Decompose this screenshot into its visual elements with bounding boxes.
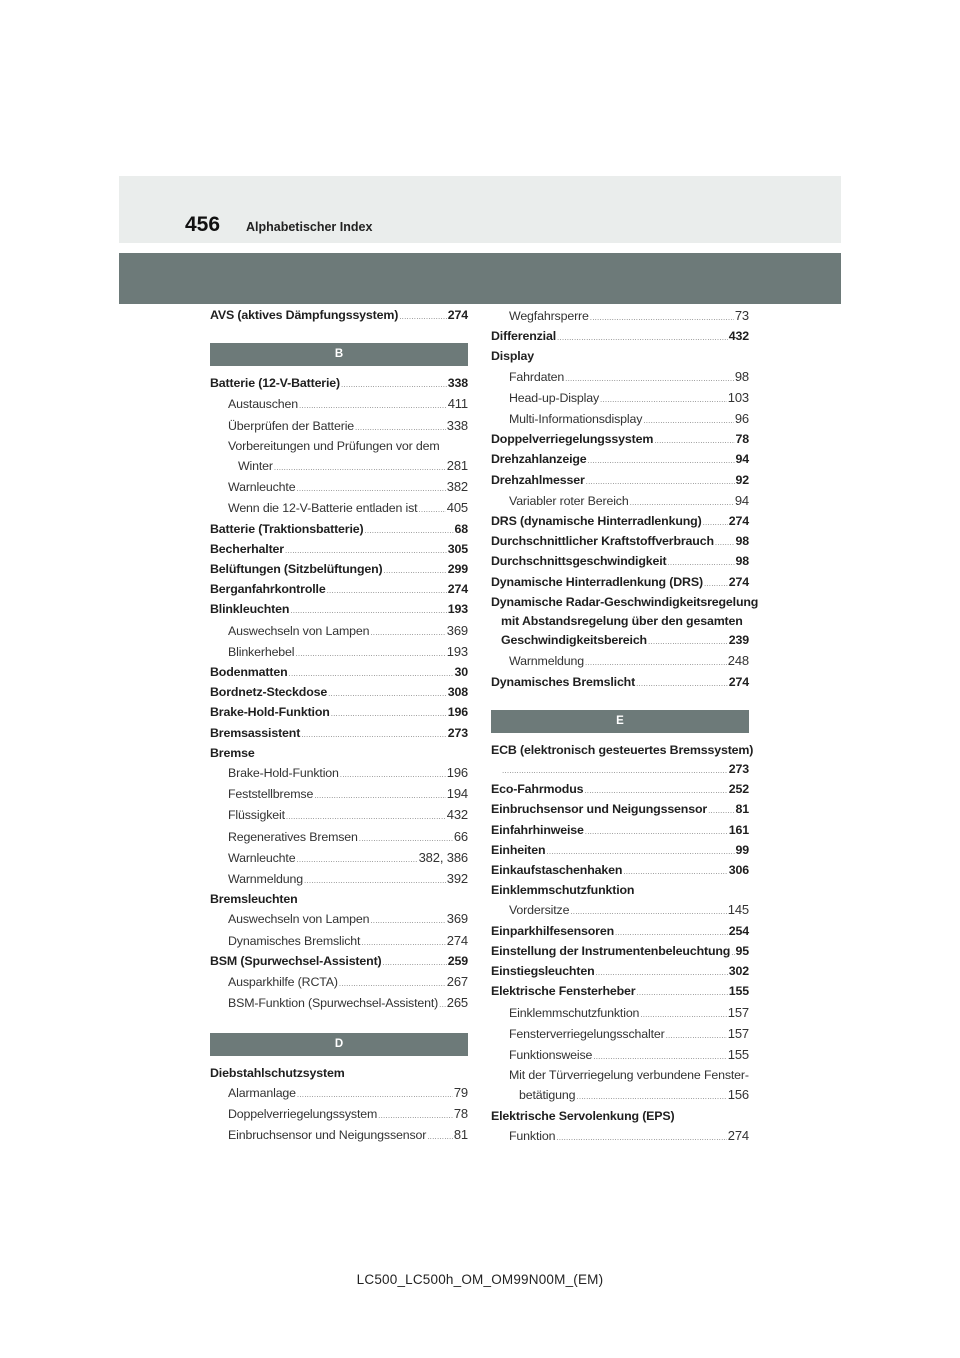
leader-dots (361, 933, 445, 952)
index-entry-text: Einstellung der Instrumentenbeleuchtung (491, 943, 731, 958)
index-entry-page: 78 (453, 1105, 468, 1121)
document-code: LC500_LC500h_OM_OM99N00M_(EM) (356, 1272, 604, 1287)
index-entry-text: Austauschen (228, 397, 298, 412)
index-entry-text: Einparkhilfesensoren (491, 923, 615, 938)
index-entry-text: Funktionsweise (509, 1047, 593, 1062)
leader-dots (546, 842, 734, 861)
index-entry-text: Fahrdaten (509, 369, 565, 384)
index-entry-page: 274 (447, 582, 468, 597)
leader-dots (331, 704, 447, 723)
index-entry-text: Geschwindigkeitsbereich (501, 633, 647, 648)
index-entry-page: 95 (735, 943, 749, 958)
index-entry-page: 267 (446, 974, 468, 990)
leader-dots (570, 902, 726, 921)
index-group-a-end (210, 306, 468, 326)
index-entry-text: Auswechseln von Lampen (228, 912, 370, 927)
leader-dots (600, 390, 727, 409)
leader-dots (383, 953, 447, 972)
leader-dots (299, 396, 447, 415)
index-entry (491, 982, 749, 1002)
index-entry-text: Dynamisches Bremslicht (228, 933, 361, 948)
index-entry-page: 273 (728, 762, 749, 777)
leader-dots (295, 644, 445, 663)
index-entry-page: 369 (446, 911, 468, 927)
header-band (119, 176, 841, 243)
chapter-band (119, 253, 841, 304)
index-entry-page: 273 (447, 725, 468, 740)
leader-dots (341, 375, 447, 394)
index-entry (491, 573, 749, 593)
leader-dots (615, 923, 728, 942)
leader-dots (636, 983, 727, 1002)
index-entry (210, 560, 468, 580)
index-entry-page: 274 (728, 674, 749, 689)
leader-dots (588, 451, 735, 470)
index-entry (210, 374, 468, 394)
index-entry (210, 477, 468, 498)
index-entry (210, 703, 468, 723)
index-entry-page: 99 (735, 842, 749, 857)
index-entry-page: 96 (734, 411, 749, 427)
index-entry-text: Einfahrhinweise (491, 822, 584, 837)
index-entry-text: Ausparkhilfe (RCTA) (228, 975, 338, 990)
index-entry-page: 405 (446, 500, 468, 516)
index-entry-text: Einstiegsleuchten (491, 964, 595, 979)
leader-dots (301, 725, 447, 744)
index-entry (210, 848, 468, 869)
index-entry-text: Display (491, 349, 535, 364)
index-entry-text: Mit der Türverriegelung verbundene Fenster- (509, 1068, 749, 1083)
leader-dots (585, 653, 727, 672)
index-entry-page: 98 (735, 534, 749, 549)
leader-dots (593, 1047, 726, 1066)
index-entry-page: 411 (447, 396, 468, 412)
index-entry-text: Einheiten (491, 842, 546, 857)
index-entry-page: 92 (735, 472, 749, 487)
index-entry-page: 94 (734, 492, 749, 508)
index-entry-text: Bodenmatten (210, 665, 288, 680)
index-entry-page: 274 (447, 308, 468, 322)
index-entry (210, 540, 468, 560)
index-entry (491, 367, 749, 388)
leader-dots (636, 674, 728, 693)
leader-dots (439, 995, 446, 1014)
index-group-d-continued (491, 306, 759, 693)
leader-dots (355, 418, 446, 437)
leader-dots (704, 574, 728, 593)
index-entry-page: 338 (446, 417, 468, 433)
index-entry-text: Belüftungen (Sitzbelüftungen) (210, 562, 383, 577)
index-entry-text: Drehzahlanzeige (491, 452, 587, 467)
leader-dots (565, 369, 734, 388)
index-entry-page: 254 (728, 923, 749, 938)
index-entry-text: Dynamische Radar-Geschwindigkeitsregelung (491, 594, 759, 609)
letter-heading-e: E (491, 710, 749, 733)
index-entry-text: Einkaufstaschenhaken (491, 863, 623, 878)
index-entry (491, 760, 749, 780)
index-entry (210, 520, 468, 540)
leader-dots (370, 911, 445, 930)
index-entry (491, 552, 749, 572)
index-entry (491, 612, 749, 631)
index-group-b (210, 374, 468, 1014)
index-entry (210, 869, 468, 890)
index-entry-page: 155 (728, 984, 749, 999)
index-entry-text: Drehzahlmesser (491, 472, 585, 487)
index-entry (491, 593, 759, 612)
leader-dots (654, 431, 734, 450)
index-entry-page: 103 (727, 389, 749, 405)
leader-dots (668, 553, 735, 572)
index-entry (210, 763, 468, 784)
index-entry-text: Diebstahlschutzsystem (210, 1065, 345, 1080)
index-entry-page: 81 (735, 802, 749, 817)
index-entry (491, 532, 749, 552)
index-group-d (210, 1064, 468, 1147)
index-entry-text: Elektrische Fensterheber (491, 984, 636, 999)
leader-dots (314, 786, 446, 805)
index-entry-text: Bordnetz-Steckdose (210, 685, 328, 700)
index-entry (210, 931, 468, 952)
index-entry-text: Berganfahrkontrolle (210, 582, 326, 597)
index-entry-text: BSM (Spurwechsel-Assistent) (210, 953, 382, 968)
leader-dots (328, 684, 447, 703)
leader-dots (731, 943, 734, 962)
index-entry-page: 156 (727, 1087, 749, 1103)
index-entry-page: 382, 386 (418, 849, 468, 865)
leader-dots (327, 581, 447, 600)
index-entry-text: Bremsleuchten (210, 892, 298, 907)
index-entry-page: 252 (728, 782, 749, 797)
index-entry (491, 922, 749, 942)
index-entry (210, 784, 468, 805)
index-entry-text: Flüssigkeit (228, 808, 285, 823)
index-entry (491, 388, 749, 409)
leader-dots (427, 1127, 453, 1146)
index-entry-page: 66 (453, 828, 468, 844)
index-entry-text: Brake-Hold-Funktion (228, 766, 339, 781)
index-entry-text: Vorbereitungen und Prüfungen vor dem (228, 438, 440, 453)
index-entry (210, 642, 468, 663)
index-entry-page: 98 (735, 554, 749, 569)
index-entry-page: 98 (734, 368, 749, 384)
index-entry-text: Bremsassistent (210, 725, 301, 740)
index-entry-page: 155 (727, 1046, 749, 1062)
index-entry-text: Durchschnittsgeschwindigkeit (491, 554, 667, 569)
index-entry (210, 456, 468, 477)
leader-dots (359, 829, 453, 848)
index-entry (210, 1125, 468, 1146)
index-column-left (210, 306, 468, 1146)
leader-dots (304, 871, 446, 890)
index-entry-page: 73 (734, 308, 749, 323)
index-entry-text: Differenzial (491, 329, 556, 344)
index-entry-text: Blinkerhebel (228, 644, 295, 659)
index-entry (491, 962, 749, 982)
index-entry (210, 394, 468, 415)
index-entry-page: 274 (446, 932, 468, 948)
index-entry-text: Einbruchsensor und Neigungssensor (491, 802, 708, 817)
index-entry-page: 79 (453, 1084, 468, 1100)
leader-dots (384, 561, 447, 580)
index-entry-text: Winter (238, 459, 273, 474)
leader-dots (286, 807, 446, 826)
index-entry-text: Brake-Hold-Funktion (210, 705, 330, 720)
index-entry-page: 78 (735, 432, 749, 447)
index-entry-text: Head-up-Display (509, 390, 600, 405)
leader-dots (666, 1026, 727, 1045)
index-entry-text: Funktion (509, 1128, 556, 1143)
index-entry-text: Warnmeldung (509, 654, 585, 669)
leader-dots (502, 761, 728, 780)
index-entry-text: BSM-Funktion (Spurwechsel-Assistent) (228, 996, 439, 1011)
index-entry-page: 193 (447, 602, 468, 617)
index-entry (210, 972, 468, 993)
index-entry-page: 196 (446, 765, 468, 781)
index-entry-text: Multi-Informationsdisplay (509, 412, 643, 427)
index-entry-text: Batterie (12-V-Batterie) (210, 376, 340, 391)
leader-dots (274, 458, 446, 477)
index-entry-page: 94 (735, 452, 749, 467)
index-entry (210, 306, 468, 326)
leader-dots (648, 632, 728, 651)
index-entry-text: Warnleuchte (228, 850, 296, 865)
index-entry (491, 651, 749, 672)
index-entry (491, 491, 749, 512)
index-entry (210, 744, 468, 763)
index-entry-text: Eco-Fahrmodus (491, 782, 584, 797)
index-entry-page: 196 (447, 705, 468, 720)
index-entry (210, 600, 468, 620)
leader-dots (297, 1085, 453, 1104)
index-entry (210, 890, 468, 909)
index-entry (491, 1107, 749, 1126)
index-entry (210, 952, 468, 972)
leader-dots (290, 601, 446, 620)
index-entry-page: 157 (727, 1025, 749, 1041)
index-entry-text: Warnleuchte (228, 480, 296, 495)
index-entry-page: 30 (454, 665, 468, 680)
index-entry (210, 621, 468, 642)
index-entry-page: 145 (727, 902, 749, 918)
index-entry-text: Einbruchsensor und Neigungssensor (228, 1128, 427, 1143)
index-entry-text: Blinkleuchten (210, 602, 290, 617)
index-entry-text: ECB (elektronisch gesteuertes Bremssystem) (491, 742, 754, 757)
index-entry (491, 471, 749, 491)
index-entry-page: 248 (727, 653, 749, 669)
index-entry-page: 68 (454, 521, 468, 536)
index-entry-text: Fensterverriegelungsschalter (509, 1026, 665, 1041)
index-entry-page: 305 (447, 541, 468, 556)
index-entry (491, 821, 749, 841)
index-entry (210, 724, 468, 744)
index-entry-text: Durchschnittlicher Kraftstoffverbrauch (491, 534, 714, 549)
index-entry-page: 338 (447, 376, 468, 391)
leader-dots (378, 1106, 453, 1125)
leader-dots (630, 493, 734, 512)
index-entry-text: Dynamisches Bremslicht (491, 674, 636, 689)
index-entry (210, 683, 468, 703)
index-entry-text: DRS (dynamische Hinterradlenkung) (491, 514, 702, 529)
index-entry (491, 673, 749, 693)
index-group-e (491, 741, 754, 1147)
index-entry (491, 327, 749, 347)
index-entry-page: 274 (728, 514, 749, 529)
index-entry-page: 161 (728, 822, 749, 837)
index-entry (491, 1024, 749, 1045)
index-entry (491, 780, 749, 800)
leader-dots (289, 664, 454, 683)
index-entry-text: Einklemmschutzfunktion (491, 883, 635, 898)
index-entry (210, 416, 468, 437)
index-entry (210, 1064, 468, 1083)
index-entry (491, 409, 749, 430)
index-entry (491, 306, 749, 327)
index-entry (210, 1104, 468, 1125)
leader-dots (708, 801, 734, 820)
index-entry-page: 274 (727, 1127, 749, 1143)
leader-dots (556, 1128, 726, 1147)
index-entry-page: 308 (447, 685, 468, 700)
leader-dots (557, 328, 728, 347)
index-entry-text: Doppelverriegelungssystem (491, 432, 654, 447)
index-entry-text: Überprüfen der Batterie (228, 418, 355, 433)
index-entry (491, 347, 749, 366)
index-entry (491, 861, 749, 881)
index-entry (491, 942, 749, 962)
index-entry-page: 157 (727, 1004, 749, 1020)
index-entry (210, 805, 468, 826)
leader-dots (643, 411, 734, 430)
index-entry-text: Wenn die 12-V-Batterie entladen ist (228, 501, 418, 516)
index-entry-page: 239 (728, 633, 749, 648)
index-entry-page: 302 (728, 964, 749, 979)
index-entry-page: 281 (446, 458, 468, 474)
index-entry-text: Batterie (Traktionsbatterie) (210, 521, 364, 536)
letter-heading-d: D (210, 1033, 468, 1056)
index-entry (210, 437, 468, 456)
index-entry (491, 430, 749, 450)
index-entry (491, 450, 749, 470)
leader-dots (590, 308, 734, 327)
leader-dots (418, 500, 445, 519)
index-entry (491, 512, 749, 532)
leader-dots (296, 479, 445, 498)
leader-dots (296, 850, 417, 869)
index-entry (491, 1126, 749, 1147)
index-entry (491, 881, 749, 900)
index-entry-page: 299 (447, 562, 468, 577)
index-entry-text: mit Abstandsregelung über den gesamten (501, 614, 743, 629)
leader-dots (285, 541, 447, 560)
index-entry (491, 741, 754, 760)
index-entry-page: 369 (446, 622, 468, 638)
leader-dots (339, 974, 446, 993)
index-entry (210, 498, 468, 519)
index-entry-page: 274 (728, 574, 749, 589)
index-entry-text: Alarmanlage (228, 1085, 296, 1100)
page-number: 456 (185, 213, 221, 236)
index-entry-text: Feststellbremse (228, 787, 314, 802)
index-entry-text: Auswechseln von Lampen (228, 623, 370, 638)
index-entry-text: Warnmeldung (228, 872, 304, 887)
index-entry-text: Becherhalter (210, 541, 284, 556)
index-entry (491, 1003, 749, 1024)
index-entry-page: 265 (446, 995, 468, 1011)
index-entry-text: Bremse (210, 745, 255, 760)
index-entry (491, 1085, 749, 1106)
index-entry-text: Dynamische Hinterradlenkung (DRS) (491, 574, 703, 589)
index-entry-text: Vordersitze (509, 903, 570, 918)
leader-dots (370, 623, 445, 642)
index-entry (491, 1045, 749, 1066)
index-entry-text: Variabler roter Bereich (509, 493, 629, 508)
index-entry (491, 841, 749, 861)
index-entry (491, 800, 749, 820)
leader-dots (340, 765, 446, 784)
index-entry-page: 193 (446, 643, 468, 659)
index-entry (491, 900, 749, 921)
index-entry-page: 259 (447, 953, 468, 968)
leader-dots (364, 521, 453, 540)
index-entry-page: 306 (728, 863, 749, 878)
index-entry (210, 909, 468, 930)
index-entry (491, 1066, 749, 1085)
letter-heading-b: B (210, 343, 468, 366)
leader-dots (596, 963, 728, 982)
index-entry (210, 580, 468, 600)
index-column-right (491, 306, 759, 1147)
section-title: Alphabetischer Index (246, 220, 373, 234)
index-entry-text: Einklemmschutzfunktion (509, 1005, 640, 1020)
index-entry-page: 382 (446, 479, 468, 495)
leader-dots (576, 1087, 726, 1106)
leader-dots (640, 1005, 726, 1024)
index-entry-text: betätigung (519, 1088, 576, 1103)
index-entry (491, 631, 749, 651)
leader-dots (703, 513, 728, 532)
leader-dots (715, 533, 735, 552)
index-entry (210, 993, 468, 1014)
index-entry-text: Elektrische Servolenkung (EPS) (491, 1108, 675, 1123)
leader-dots (584, 781, 727, 800)
index-entry-page: 81 (453, 1127, 468, 1143)
index-entry-text: Doppelverriegelungssystem (228, 1106, 378, 1121)
index-entry (210, 1083, 468, 1104)
index-entry (210, 827, 468, 848)
leader-dots (585, 822, 728, 841)
index-entry-page: 194 (446, 786, 468, 802)
index-entry-page: 432 (446, 807, 468, 823)
index-entry-text: AVS (aktives Dämpfungssystem) (210, 308, 399, 322)
index-entry-page: 392 (446, 871, 468, 887)
index-entry-page: 432 (728, 329, 749, 344)
index-entry-text: Wegfahrsperre (509, 309, 589, 323)
leader-dots (623, 862, 727, 881)
leader-dots (399, 307, 447, 326)
index-entry-text: Regeneratives Bremsen (228, 829, 358, 844)
leader-dots (586, 472, 735, 491)
index-entry (210, 663, 468, 683)
